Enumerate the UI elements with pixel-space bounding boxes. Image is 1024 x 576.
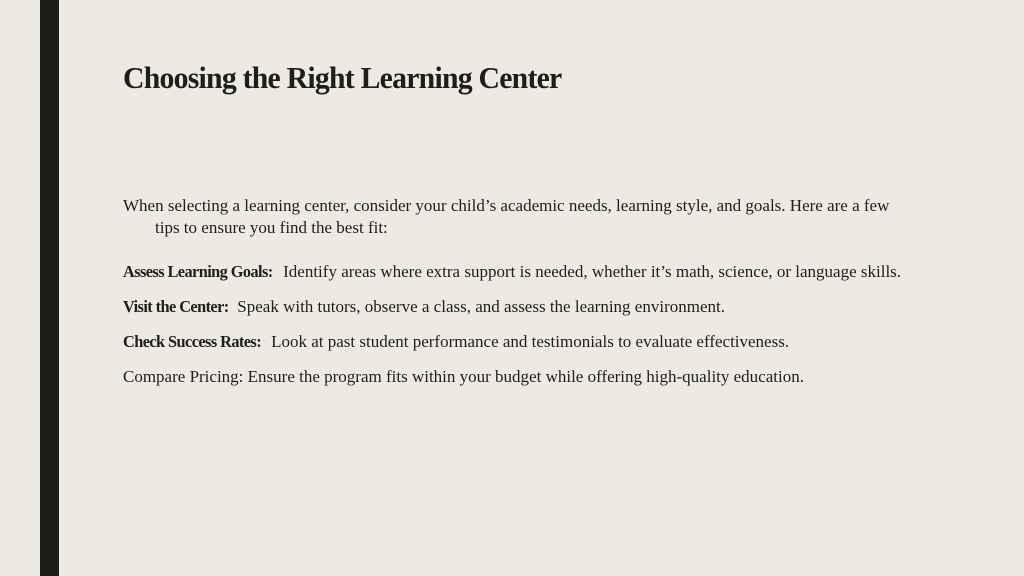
- tip-compare-pricing: [123, 366, 913, 388]
- tip-text: Look at past student performance and testimonials to evaluate effectiveness.: [266, 332, 790, 351]
- tip-text: Identify areas where extra support is needed, whether it’s math, science, or language skills.: [278, 262, 902, 281]
- tip-assess-goals: [123, 261, 913, 283]
- intro-paragraph: When selecting a learning center, consider your child’s academic needs, learning style, and goals. Here are a few tips to ensure you find the best fit:: [123, 196, 890, 237]
- tip-success-rates: [123, 331, 913, 353]
- tip-visit-center: [123, 296, 913, 318]
- tip-heading: Check Success Rates:: [123, 332, 262, 351]
- tip-heading: Visit the Center:: [123, 297, 229, 316]
- slide-body: [123, 195, 913, 401]
- tip-heading: Compare Pricing:: [123, 367, 244, 386]
- tip-text: Ensure the program fits within your budget while offering high-quality education.: [243, 367, 804, 386]
- accent-side-bar: [40, 0, 59, 576]
- tip-text: Speak with tutors, observe a class, and assess the learning environment.: [233, 297, 725, 316]
- tip-heading: Assess Learning Goals:: [123, 262, 273, 281]
- slide-title: Choosing the Right Learning Center: [123, 60, 562, 95]
